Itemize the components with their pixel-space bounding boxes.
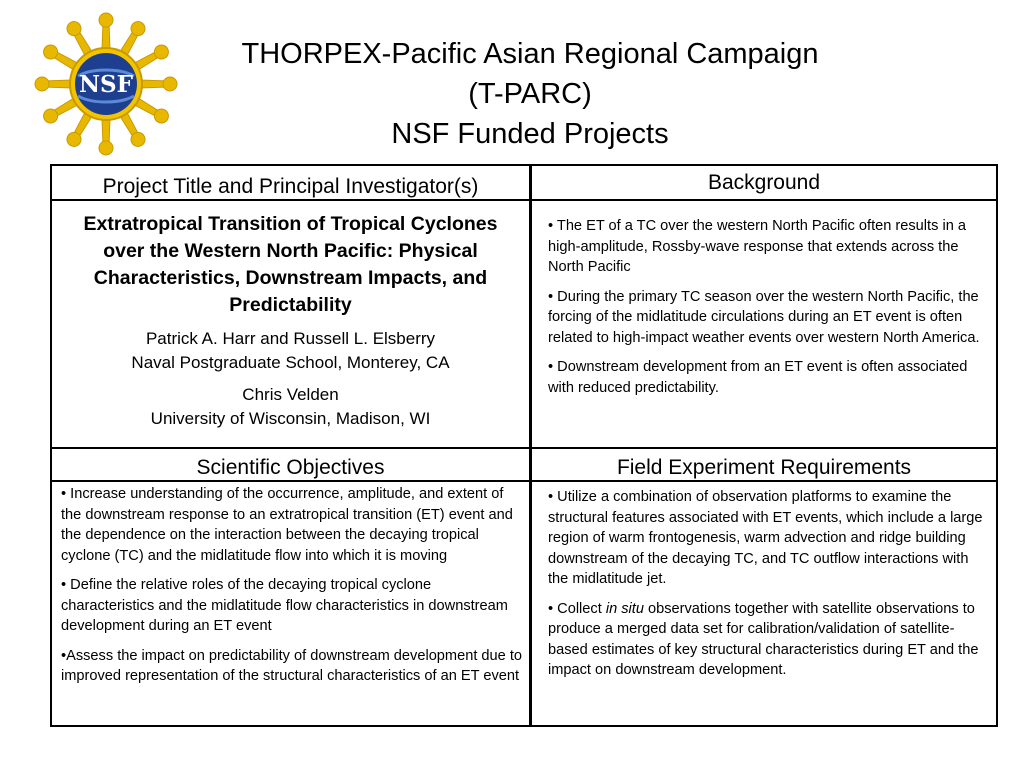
co-pi-name: Chris Velden bbox=[242, 385, 339, 404]
requirement-item-2 bbox=[548, 599, 992, 681]
header-project: Project Title and Principal Investigator(s) bbox=[102, 175, 479, 198]
page-title bbox=[180, 34, 880, 154]
background-item-2: • During the primary TC season over the western North Pacific, the forcing of the midlatitude circulations during an ET event is often related to high-impact weather events over western North America. bbox=[548, 288, 980, 346]
co-pi-affiliation: University of Wisconsin, Madison, WI bbox=[150, 409, 431, 428]
requirements-cell bbox=[548, 487, 992, 690]
requirement-item-2-pre: • Collect bbox=[548, 600, 606, 617]
background-item-3: • Downstream development from an ET event is often associated with reduced predictability. bbox=[548, 359, 968, 396]
title-line-3: NSF Funded Projects bbox=[391, 118, 669, 150]
nsf-logo-text: NSF bbox=[79, 71, 133, 98]
nsf-seal-icon bbox=[32, 10, 180, 158]
project-cell bbox=[62, 211, 519, 439]
requirement-item-2-emphasis: in situ bbox=[605, 600, 644, 617]
pi-names: Patrick A. Harr and Russell L. Elsberry bbox=[145, 329, 436, 348]
objectives-cell bbox=[61, 484, 523, 696]
nsf-logo bbox=[32, 10, 180, 158]
pi-affiliation: Naval Postgraduate School, Monterey, CA bbox=[131, 353, 450, 372]
pi-group-2 bbox=[62, 383, 519, 431]
background-cell bbox=[548, 216, 992, 407]
objective-item-1: • Increase understanding of the occurrence, amplitude, and extent of the downstream response to an extratropical transition (ET) event and the dependence on the interaction between the decaying tropical cyclone (TC) and the midlatitude flow into which it is moving bbox=[61, 486, 513, 564]
header-requirements: Field Experiment Requirements bbox=[616, 456, 912, 479]
background-item-1: • The ET of a TC over the western North Pacific often results in a high-amplitude, Rossby-wave response that extends across the North Pacific bbox=[548, 218, 966, 275]
title-line-1: THORPEX-Pacific Asian Regional Campaign bbox=[241, 38, 819, 70]
projects-table bbox=[50, 164, 998, 727]
pi-group-1 bbox=[62, 327, 519, 375]
row-divider bbox=[52, 447, 996, 449]
project-title: Extratropical Transition of Tropical Cyclones over the Western North Pacific: Physical Characteristics, Downstream Impacts, and Predictability bbox=[83, 213, 498, 316]
title-line-2: (T-PARC) bbox=[468, 78, 592, 110]
header-background: Background bbox=[707, 171, 821, 194]
objective-item-3: •Assess the impact on predictability of downstream development due to improved representation of the structural characteristics of an ET event bbox=[61, 647, 523, 684]
column-divider bbox=[529, 166, 532, 725]
requirement-item-1: • Utilize a combination of observation platforms to examine the structural features associated with ET events, which include a large region of warm frontogenesis, warm advection and ridge building downstream of the decaying TC, and TC outflow interactions with the midlatitude jet. bbox=[548, 489, 983, 587]
header-objectives: Scientific Objectives bbox=[196, 456, 385, 479]
requirement-item-2-post: observations together with satellite observations to produce a merged data set for calibration/validation of satellite-based estimates of key structural characteristics during ET and the impact on downstream development. bbox=[548, 600, 979, 678]
objective-item-2: • Define the relative roles of the decaying tropical cyclone characteristics and the midlatitude flow characteristics in downstream development during an ET event bbox=[61, 577, 508, 634]
